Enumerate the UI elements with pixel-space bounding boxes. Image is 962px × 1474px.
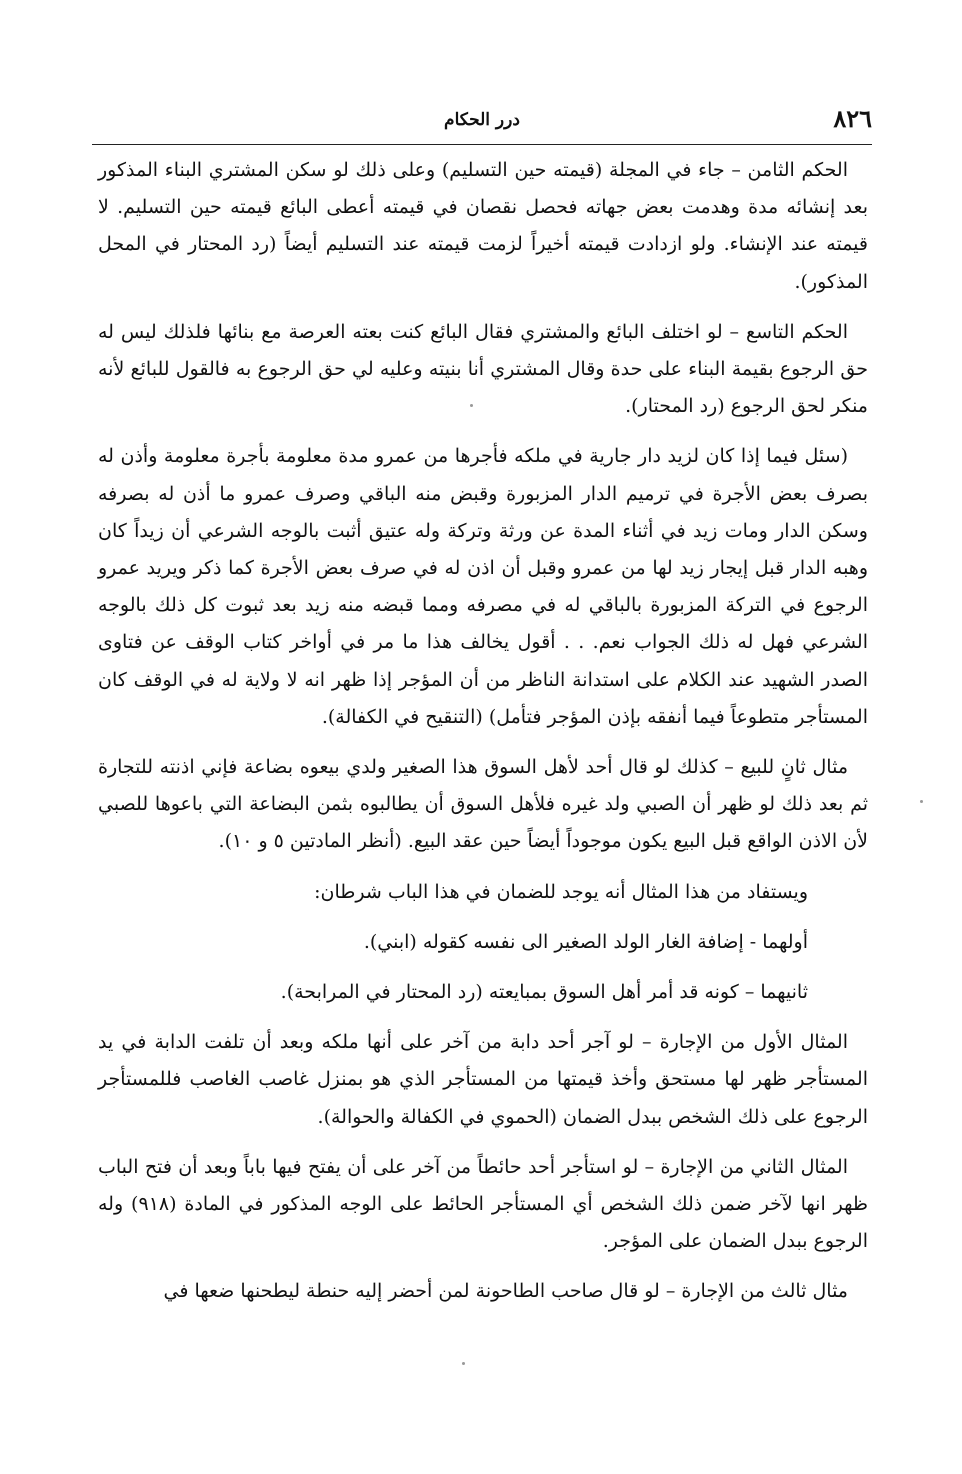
paragraph-lease-example-two: المثال الثاني من الإجارة – لو استأجر أحد حائطاً من آخر على أن يفتح فيها باباً وبعد أن فتح الباب ظهر انها لآخر ضمن ذلك الشخص أي المستأجر الحائط على الوجه المذكور في المادة (٩١٨) وله الرجوع ببدل الضمان على المؤجر. xyxy=(98,1155,869,1253)
paragraph-sale-example-two: مثال ثانٍ للبيع – كذلك لو قال أحد لأهل السوق هذا الصغير ولدي بيعوه بضاعة فإني اذنته للتجارة ثم بعد ذلك لو ظهر أن الصبي ولد غيره فلأهل السوق أن يطالبوه بثمن البضاعة التي باعوها للصبي لأن الاذن الواقع قبل البيع يكون موجوداً أيضاً حين عقد البيع. (أنظر المادتين ٥ و ١٠). xyxy=(98,756,868,853)
paragraph-lease-example-one: المثال الأول من الإجارة – لو آجر أحد دابة من آخر على أنها ملكه وبعد أن تلفت الدابة في يد المستأجر ظهر لها مستحق وأخذ قيمتها من المستأجر الذي هو بمنزل غاصب الغاصب فللمستأجر الرجوع على ذلك الشخص ببدل الضمان (الحموي في الكفالة والحوالة). xyxy=(98,1031,868,1128)
body-text xyxy=(98,152,868,1324)
scan-speck xyxy=(470,404,473,407)
running-title: درر الحكام xyxy=(444,110,520,130)
paragraph-ruling-nine: الحكم التاسع – لو اختلف البائع والمشتري فقال البائع كنت بعته العرصة مع بنائها فلذلك ليس له حق الرجوع بقيمة البناء على حدة وقال المشتري أنا بنيته وعليه لي حق الرجوع به فالقول للبائع لأنه منكر لحق الرجوع (رد المحتار). xyxy=(98,320,868,418)
paragraph-conditions-intro: ويستفاد من هذا المثال أنه يوجد للضمان في هذا الباب شرطان: xyxy=(314,880,808,903)
page-number: ٨٢٦ xyxy=(833,104,872,133)
paragraph-ruling-eight: الحكم الثامن – جاء في المجلة (قيمته حين التسليم) وعلى ذلك لو سكن المشتري البناء المذكور بعد إنشائه مدة وهدمت بعض جهاته فحصل نقصان في قيمته أعطى البائع قيمته حين التسليم. لا قيمته عند الإنشاء. ولو ازدادت قيمته أخيراً لزمت قيمته عند التسليم أيضاً (رد المحتار في المحل المذكور). xyxy=(98,159,868,293)
scan-speck xyxy=(920,800,923,803)
paragraph-fatwa-question: (سئل فيما إذا كان لزيد دار جارية في ملكه فأجرها من عمرو مدة معلومة بأجرة معلومة وأذن له بصرف بعض الأجرة في ترميم الدار المزبورة وقبض منه الباقي وصرف عمرو ما أذن له بصرفه وسكن الدار ومات زيد في أثناء المدة عن ورثة وتركة وله عتيق أثبت بالوجه الشرعي أن زيداً كان وهبه الدار قبل إيجار زيد لها من عمرو وقبل أن اذن له في صرف بعض الأجرة كما ذكر ويريد عمرو الرجوع في التركة المزبورة بالباقي له في مصرفه ومما قبضه منه زيد بعد ثبوت كل ذلك بالوجه الشرعي فهل له ذلك الجواب نعم. . . أقول يخالف هذا ما مر في أواخر كتاب الوقف عن فتاوى الصدر الشهيد عند الكلام على استدانة الناظر من أن المؤجر إذا ظهر انه لا ولاية له في الوقف كان المستأجر متطوعاً فيما أنفقه بإذن المؤجر فتأمل) (التنقيح في الكفالة). xyxy=(98,445,868,728)
paragraph-lease-example-three: مثال ثالث من الإجارة – لو قال صاحب الطاحونة لمن أحضر إليه حنطة ليطحنها ضعها في xyxy=(163,1280,848,1303)
header-rule xyxy=(92,144,872,145)
paragraph-condition-one: أولهما - إضافة الغار الولد الصغير الى نفسه كقوله (ابني). xyxy=(363,930,808,953)
page-header xyxy=(92,104,872,144)
paragraph-condition-two: ثانيهما – كونه قد أمر أهل السوق بمبايعته (رد المحتار في المرابحة). xyxy=(280,981,808,1004)
scan-speck xyxy=(462,1362,465,1365)
